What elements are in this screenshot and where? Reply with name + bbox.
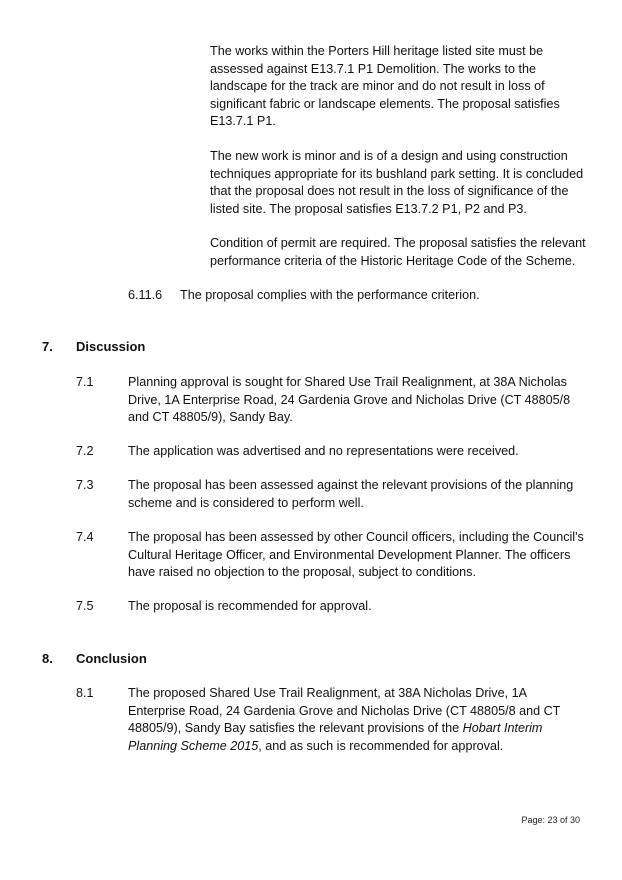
- discussion-item-number: 7.2: [76, 444, 94, 458]
- conclusion-text-end: , and as such is recommended for approval.: [258, 738, 504, 753]
- item-6116-text: The proposal complies with the performance criterion.: [180, 288, 480, 302]
- conclusion-text-start: The proposed Shared Use Trail Realignment, at 38A Nicholas Drive, 1A Enterprise Road, 24 Gardenia Grove and Nicholas Drive (CT 48805/8 and CT 48805/9), Sandy Bay satisfies the relevant provisions of the: [128, 686, 561, 735]
- heritage-demolition-paragraph: The works within the Porters Hill heritage listed site must be assessed against E13.7.1 P1 Demolition. The works to the landscape for the track are minor and do not result in loss of significant fabric or landscape elements. The proposal satisfies E13.7.1 P1.: [210, 44, 560, 128]
- discussion-item-number: 7.5: [76, 599, 94, 613]
- discussion-item-text: The proposal is recommended for approval.: [128, 599, 372, 613]
- discussion-item-text: The proposal has been assessed against the relevant provisions of the planning scheme and is considered to perform well.: [128, 478, 574, 510]
- conclusion-heading: Conclusion: [76, 651, 147, 666]
- discussion-item-text: The proposal has been assessed by other Council officers, including the Council's Cultural Heritage Officer, and Environmental Development Planner. The officers have raised no objection to the proposal, subject to conditions.: [128, 530, 584, 579]
- discussion-number: 7.: [42, 339, 53, 354]
- heritage-new-work-paragraph: The new work is minor and is of a design and using construction techniques appropriate for its bushland park setting. It is concluded that the proposal does not result in the loss of significance of the listed site. The proposal satisfies E13.7.2 P1, P2 and P3.: [210, 149, 584, 216]
- discussion-item-text: The application was advertised and no representations were received.: [128, 444, 519, 458]
- conclusion-number: 8.: [42, 651, 53, 666]
- discussion-item-text: Planning approval is sought for Shared Use Trail Realignment, at 38A Nicholas Drive, 1A Enterprise Road, 24 Gardenia Grove and Nicholas Drive (CT 48805/8 and CT 48805/9), Sandy Bay.: [128, 375, 571, 424]
- discussion-item-number: 7.4: [76, 530, 94, 544]
- discussion-heading: Discussion: [76, 339, 146, 354]
- page-number: Page: 23 of 30: [521, 815, 580, 825]
- discussion-item-number: 7.3: [76, 478, 94, 492]
- discussion-item-number: 7.1: [76, 375, 94, 389]
- conclusion-item-text: [128, 685, 573, 755]
- scheme-title: Hobart Interim Planning Scheme 2015: [128, 721, 543, 753]
- conclusion-item-number: 8.1: [76, 686, 94, 700]
- heritage-condition-paragraph: Condition of permit are required. The proposal satisfies the relevant performance criteria of the Historic Heritage Code of the Scheme.: [210, 236, 586, 268]
- item-6116-number: 6.11.6: [128, 288, 163, 302]
